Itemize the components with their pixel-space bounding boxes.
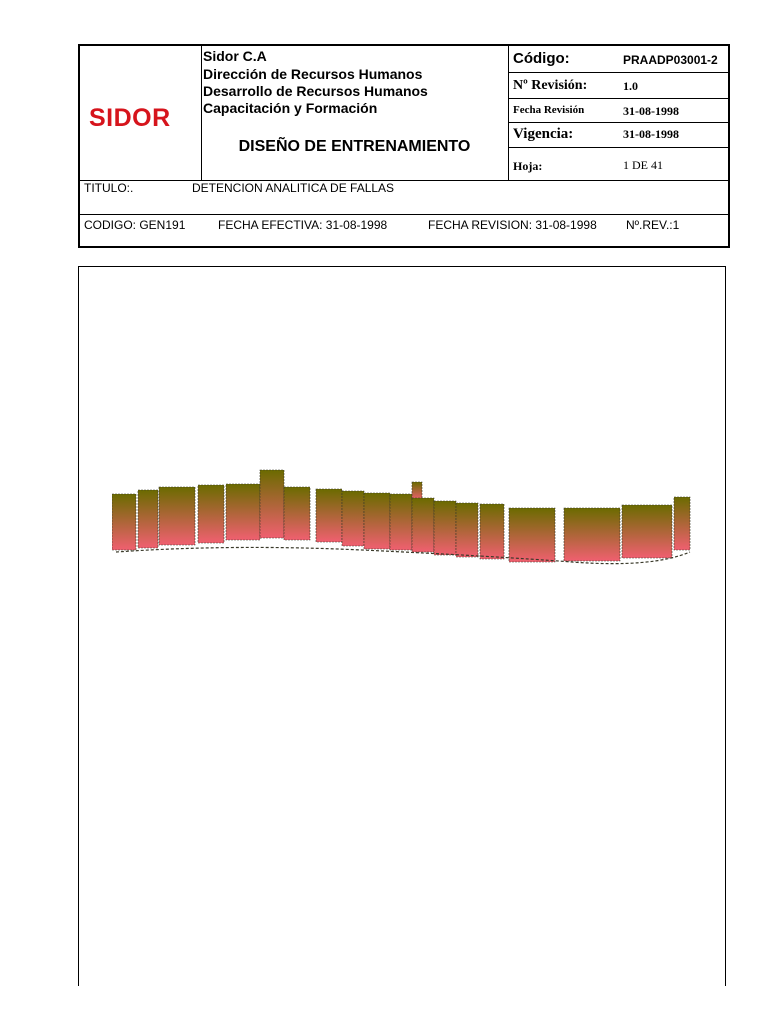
titulo-label: TITULO:.: [84, 181, 134, 195]
fecha-revision-row: [509, 98, 728, 123]
code-row: [80, 214, 728, 249]
org-line-training: Capacitación y Formación: [203, 100, 378, 116]
org-line-direction: Dirección de Recursos Humanos: [203, 66, 423, 82]
revision-row: [509, 72, 728, 99]
document-info-cell: [509, 46, 728, 180]
fecha-revision-value: 31-08-1998: [623, 104, 679, 118]
header-main-row: [80, 46, 728, 180]
org-line-company: Sidor C.A: [203, 48, 267, 64]
revision-label: Nº Revisión:: [513, 78, 588, 93]
hoja-row: [509, 147, 728, 181]
vigencia-value: 31-08-1998: [623, 127, 679, 141]
document-header: [78, 44, 730, 248]
codigo-value: PRAADP03001-2: [623, 53, 718, 67]
hoja-value: 1 DE 41: [623, 158, 663, 172]
company-logo: SIDOR: [89, 104, 171, 132]
fecha-efectiva: FECHA EFECTIVA: 31-08-1998: [218, 218, 388, 232]
revision-value: 1.0: [623, 79, 638, 93]
codigo-line: CODIGO: GEN191: [84, 218, 186, 232]
numero-revision: Nº.REV.:1: [626, 218, 680, 232]
vigencia-row: [509, 122, 728, 148]
codigo-label: Código:: [513, 50, 570, 67]
hoja-label: Hoja:: [513, 159, 543, 173]
content-frame: [78, 266, 726, 986]
organization-cell: [201, 46, 509, 180]
org-line-development: Desarrollo de Recursos Humanos: [203, 83, 428, 99]
codigo-row: [509, 46, 728, 73]
vigencia-label: Vigencia:: [513, 126, 574, 142]
document-title: DISEÑO DE ENTRENAMIENTO: [238, 138, 471, 155]
logo-cell: [80, 46, 202, 180]
fecha-revision-label: Fecha Revisión: [513, 104, 585, 116]
fecha-revision-line: FECHA REVISION: 31-08-1998: [428, 218, 597, 232]
titulo-value: DETENCION ANALITICA DE FALLAS: [192, 181, 395, 195]
decorative-banner: [112, 466, 698, 568]
title-row: [80, 180, 728, 215]
